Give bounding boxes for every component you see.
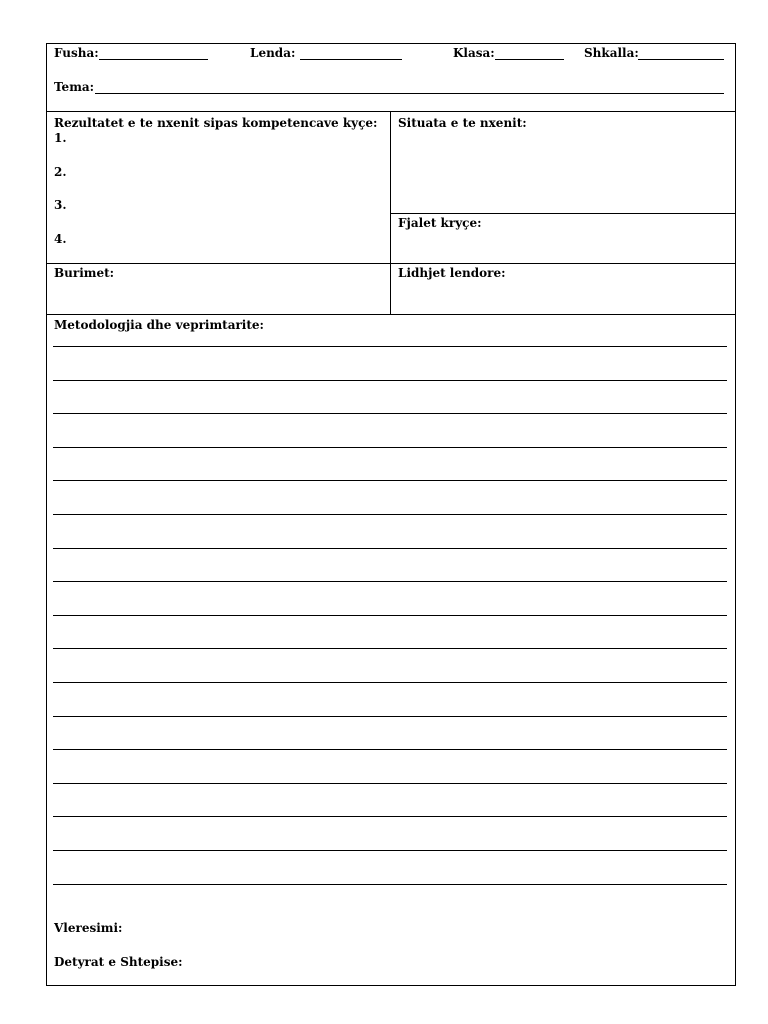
writing-line[interactable] bbox=[53, 884, 727, 885]
klasa-label: Klasa: bbox=[453, 46, 495, 60]
writing-line[interactable] bbox=[53, 850, 727, 851]
writing-line[interactable] bbox=[53, 816, 727, 817]
homework-label: Detyrat e Shtepise: bbox=[54, 955, 183, 969]
writing-line[interactable] bbox=[53, 514, 727, 515]
writing-line[interactable] bbox=[53, 447, 727, 448]
keywords-label: Fjalet kryçe: bbox=[398, 216, 482, 230]
writing-line[interactable] bbox=[53, 682, 727, 683]
shkalla-label: Shkalla: bbox=[584, 46, 639, 60]
methodology-label: Metodologjia dhe veprimtarite: bbox=[54, 318, 264, 332]
klasa-field[interactable] bbox=[495, 59, 564, 60]
lenda-label: Lenda: bbox=[250, 46, 296, 60]
result-item-2: 2. bbox=[54, 165, 67, 179]
results-divider bbox=[46, 263, 736, 264]
writing-line[interactable] bbox=[53, 716, 727, 717]
result-item-1: 1. bbox=[54, 131, 67, 145]
writing-line[interactable] bbox=[53, 548, 727, 549]
result-item-4: 4. bbox=[54, 232, 67, 246]
results-heading: Rezultatet e te nxenit sipas kompetencave kyçe: bbox=[54, 116, 378, 130]
column-divider bbox=[390, 111, 391, 314]
writing-line[interactable] bbox=[53, 380, 727, 381]
writing-line[interactable] bbox=[53, 581, 727, 582]
writing-line[interactable] bbox=[53, 648, 727, 649]
fusha-label: Fusha: bbox=[54, 46, 99, 60]
writing-line[interactable] bbox=[53, 413, 727, 414]
writing-line[interactable] bbox=[53, 615, 727, 616]
shkalla-field[interactable] bbox=[638, 59, 724, 60]
sources-label: Burimet: bbox=[54, 266, 115, 280]
writing-line[interactable] bbox=[53, 749, 727, 750]
writing-line[interactable] bbox=[53, 346, 727, 347]
header-divider bbox=[46, 111, 736, 112]
writing-line[interactable] bbox=[53, 783, 727, 784]
result-item-3: 3. bbox=[54, 198, 67, 212]
assessment-label: Vleresimi: bbox=[54, 921, 123, 935]
subject-links-label: Lidhjet lendore: bbox=[398, 266, 506, 280]
tema-label: Tema: bbox=[54, 80, 95, 94]
sources-divider bbox=[46, 314, 736, 315]
lenda-field[interactable] bbox=[300, 59, 402, 60]
writing-line[interactable] bbox=[53, 480, 727, 481]
situation-label: Situata e te nxenit: bbox=[398, 116, 527, 130]
situation-divider bbox=[390, 213, 736, 214]
tema-field[interactable] bbox=[95, 93, 724, 94]
fusha-field[interactable] bbox=[99, 59, 208, 60]
